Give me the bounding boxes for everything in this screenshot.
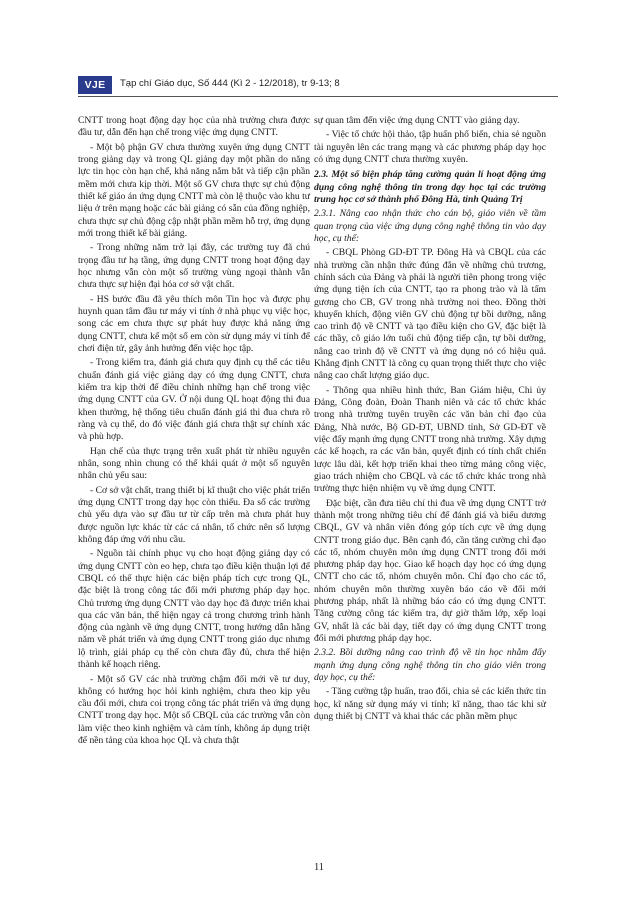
right-column [314, 115, 546, 726]
paragraph: - Trong những năm trở lại đây, các trường tuy đã chú trọng đầu tư hạ tầng, ứng dụng CNTT trong hoạt động dạy học nhưng vẫn còn một số trường vùng ngoại thành vẫn chưa thực sự hiện đại hóa cơ sở vật chất. [78, 242, 310, 291]
journal-citation: Tạp chí Giáo dục, Số 444 (Kì 2 - 12/2018), tr 9-13; 8 [120, 78, 340, 89]
paragraph: - HS bước đầu đã yêu thích môn Tin học và được phụ huynh quan tâm đầu tư máy vi tính ở nhà phục vụ việc học, song các em chưa thực sự phát huy được khả năng ứng dụng CNTT, chưa kể một số em còn sử dụng máy vi tính để chơi điện tử, gây ảnh hưởng đến việc học tập. [78, 293, 310, 354]
paragraph: - Trong kiểm tra, đánh giá chưa quy định cụ thể các tiêu chuẩn đánh giá việc giảng dạy có ứng dụng CNTT, chưa kiểm tra kịp thời để điều chỉnh những hạn chế trong việc ứng dụng CNTT của GV. Ở nội dung QL hoạt động thi đua khen thưởng, hệ thống tiêu chuẩn đánh giá thi đua chưa rõ ràng và cụ thể, do đó việc đánh giá chưa thật sự chính xác và phù hợp. [78, 357, 310, 443]
paragraph: sự quan tâm đến việc ứng dụng CNTT vào giảng dạy. [314, 115, 520, 126]
page-number: 11 [313, 862, 325, 873]
paragraph: - Một bộ phận GV chưa thường xuyên ứng dụng CNTT trong giảng dạy và trong QL giảng dạy một phần do năng lực tin học còn hạn chế, khả năng nắm bắt và tiếp cận phần mềm mới chưa kịp thời. Một số GV chưa thực sự chủ động thiết kế giáo án ứng dụng CNTT mà còn lệ thuộc vào khu tư liệu ở trên mạng hoặc các bài giảng có sẵn của đồng nghiệp, chưa thực sự chủ động cập nhật phần mềm hỗ trợ, ứng dụng mới trong thiết kế bài giảng. [78, 141, 310, 239]
journal-logo: VJE [78, 76, 112, 94]
paragraph: CNTT trong hoạt động dạy học của nhà trường chưa được đầu tư, dẫn đến hạn chế trong việc ứng dụng CNTT. [78, 115, 310, 139]
paragraph: - Tăng cường tập huấn, trao đổi, chia sẻ các kiến thức tin học, kĩ năng sử dụng máy vi tính; kĩ năng, thao tác khi sử dụng thiết bị CNTT và khai thác các phần mềm phục [314, 686, 546, 723]
journal-header [78, 74, 558, 97]
paragraph: - Nguồn tài chính phục vụ cho hoạt động giảng dạy có ứng dụng CNTT còn eo hẹp, chưa tạo điều kiện thuận lợi để CBQL có thể thực hiện các biện pháp tích cực trong QL, đặc biệt là trong công tác đổi mới phương pháp dạy học. Chủ trương ứng dụng CNTT vào dạy học đã được triển khai qua các văn bản, thể hiện ngay cả trong chương trình hành động của ngành về ứng dụng CNTT, trong hướng dẫn hằng năm về phát triển và ứng dụng CNTT trong giáo dục nhưng lộ trình, giải pháp cụ thể còn chưa đầy đủ, chưa thể hiện thành kế hoạch riêng. [78, 548, 310, 671]
subsection-heading: 2.3.1. Nâng cao nhận thức cho cán bộ, giáo viên về tầm quan trọng của việc ứng dụng công nghệ thông tin vào dạy học, cụ thể: [314, 208, 546, 244]
left-column [78, 115, 310, 750]
paragraph: Đặc biệt, cần đưa tiêu chí thi đua về ứng dụng CNTT trở thành một trong những tiêu chí để đánh giá và biểu dương CBQL, GV và nhân viên đóng góp tích cực về ứng dụng CNTT trong giáo dục. Bên cạnh đó, cần tăng cường chỉ đạo các tổ, nhóm chuyên môn ứng dụng CNTT trong đổi mới phương pháp dạy học. Giao kế hoạch dạy học có ứng dụng CNTT cho các tổ, nhóm chuyên môn. Chỉ đạo cho các tổ, nhóm chuyên môn thường xuyên báo cáo về đổi mới phương pháp, nhất là những báo cáo có ứng dụng CNTT. Tăng cường công tác kiểm tra, dự giờ thăm lớp, xếp loại GV, nhất là các bài dạy, tiết dạy có ứng dụng CNTT trong đổi mới phương pháp dạy học. [314, 497, 546, 644]
paragraph: - CBQL Phòng GD-ĐT TP. Đông Hà và CBQL của các nhà trường cần nhận thức đúng đắn về những chủ trương, chính sách của Đảng và phải là người tiên phong trong việc ứng dụng tiện ích của CNTT, tạo ra phong trào và là tấm gương cho CB, GV trong nhà trường noi theo. Đồng thời khuyến khích, động viên GV chủ động tự bồi dưỡng, nâng cao trình độ về CNTT và tạo điều kiện cho GV, đặc biệt là các thầy, cô giáo lớn tuổi chủ động tiếp cận, tự bồi dưỡng, nâng cao trình độ về CNTT và ứng dụng nó có hiệu quả. Khẳng định CNTT là công cụ quan trọng thiết thực cho việc nâng cao chất lượng giáo dục. [314, 247, 546, 382]
subsection-heading: 2.3.2. Bồi dưỡng nâng cao trình độ về tin học nhằm đẩy mạnh ứng dụng công nghệ thông tin cho giáo viên trong dạy học, cụ thể: [314, 647, 546, 683]
section-heading: 2.3. Một số biện pháp tăng cường quản lí hoạt động ứng dụng công nghệ thông tin trong dạy học tại các trường trung học cơ sở thành phố Đông Hà, tỉnh Quảng Trị [314, 169, 546, 205]
paragraph: Hạn chế của thực trạng trên xuất phát từ nhiều nguyên nhân, song nhìn chung có thể khái quát ở một số nguyên nhân chủ yếu sau: [78, 445, 310, 482]
paragraph: - Cơ sở vật chất, trang thiết bị kĩ thuật cho việc phát triển ứng dụng CNTT trong dạy học còn thiếu. Đa số các trường chủ yếu dựa vào sự đầu tư từ cấp trên mà chưa phát huy được nguồn lực khác từ các cá nhân, tổ chức nên số lượng không đáp ứng với nhu cầu. [78, 484, 310, 545]
paragraph: - Việc tổ chức hội thảo, tập huấn phổ biến, chia sẻ nguồn tài nguyên lên các trang mạng và các phương pháp dạy học có ứng dụng CNTT chưa thường xuyên. [314, 129, 546, 166]
paragraph: - Thông qua nhiều hình thức, Ban Giám hiệu, Chi ủy Đảng, Công đoàn, Đoàn Thanh niên và các tổ chức khác trong nhà trường tuyên truyền các văn bản chỉ đạo của Đảng, Nhà nước, Bộ GD-ĐT, UBND tỉnh, Sở GD-ĐT về việc đẩy mạnh ứng dụng CNTT trong nhà trường. Xây dựng các kế hoạch, ra các văn bản, quyết định có tính chất chiến lược lâu dài, kết hợp triển khai theo từng mảng công việc, giao trách nhiệm cho CBQL và các tổ chức khác trong nhà trường thực hiện nhiệm vụ về ứng dụng CNTT. [314, 384, 546, 495]
paragraph: - Một số GV các nhà trường chậm đổi mới về tư duy, không có hướng học hỏi kinh nghiệm, chưa theo kịp yêu cầu đổi mới, chưa coi trọng công tác phát triển và ứng dụng CNTT trong dạy học. Một số CBQL của các trường vẫn còn làm việc theo kinh nghiệm và cảm tính, không áp dụng triệt để nền tảng của khoa học QL và chưa thật [78, 673, 310, 747]
